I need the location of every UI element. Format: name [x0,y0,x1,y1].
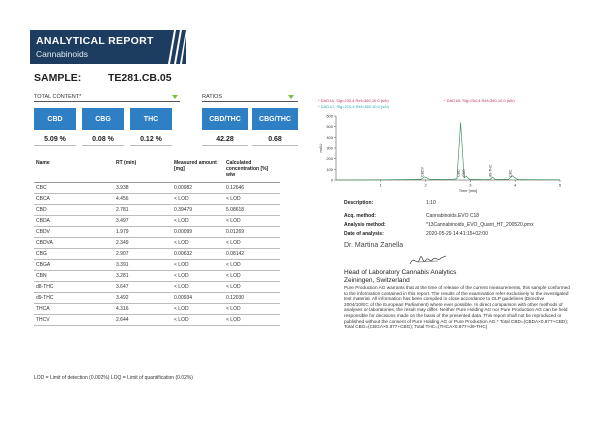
total-card-name: THC [130,108,172,130]
method-label: Date of analysis: [344,231,384,237]
cell-measured: 0.00099 [172,226,224,237]
ratios-arrow-icon [288,95,294,99]
chart-legend-entry: * DAD1A, Sig=230,4 Ref=360,10.0 (s/b) [318,98,389,103]
ratios-divider [202,101,298,102]
column-header-rt: RT (min) [114,160,172,182]
cell-rt: 4.316 [114,303,172,314]
y-tick-label: 600 [326,113,333,119]
cell-rt: 3.647 [114,281,172,292]
cell-name: THCA [34,303,114,314]
table-row [34,292,280,303]
total-card-cbg [82,108,124,166]
method-label: Description: [344,200,374,206]
total-card-value: 5.09 % [44,136,66,143]
banner-stripes-decoration [160,30,186,64]
method-value: 2020-05-29 14:41:15+02:00 [426,231,488,237]
table-row [34,270,280,281]
cell-concentration: < LOD [224,303,280,314]
cell-rt: 2.907 [114,248,172,259]
cell-measured: < LOD [172,259,224,270]
signature-image [408,250,448,270]
cell-concentration: < LOD [224,215,280,226]
cell-rt: 2.349 [114,237,172,248]
cell-measured: < LOD [172,303,224,314]
column-header-concentration: Calculated concentration [%] w/w [224,160,280,182]
column-header-measured: Measured amount [mg] [172,160,224,182]
method-value: *13Cannabinoids_EVO_Quant_HT_200520.pmx [426,222,534,228]
cell-name: CBG [34,248,114,259]
cell-concentration: < LOD [224,270,280,281]
y-axis-label: mAU [318,143,323,153]
chart-legend-entry: * DAD1C, Sig=210,4 Ref=360,10.0 (s/b) [318,104,389,109]
table-row [34,182,280,193]
cell-name: CBC [34,182,114,193]
total-content-divider [34,101,180,102]
table-row [34,259,280,270]
cell-concentration: 0.01269 [224,226,280,237]
y-tick-label: 100 [326,166,333,172]
table-row [34,314,280,325]
table-row [34,204,280,215]
cell-measured: < LOD [172,215,224,226]
card-divider [202,145,248,146]
x-tick-label: 3 [469,182,472,188]
cell-measured: < LOD [172,193,224,204]
total-card-cbd [34,108,76,166]
sample-label: SAMPLE: [34,72,82,84]
total-card-name: CBG [82,108,124,130]
cell-rt: 3.938 [114,182,172,193]
cell-concentration: 5.08618 [224,204,280,215]
method-value: 1:10 [426,200,436,206]
peak-label: CBD [456,169,461,177]
cell-name: THCV [34,314,114,325]
cell-rt: 2.644 [114,314,172,325]
cell-concentration: < LOD [224,259,280,270]
table-header-row [34,160,280,182]
x-tick-label: 5 [558,182,562,188]
chart-legend-entry: * DAD1B, Sig=254,4 Ref=360,10.0 (s/b) [444,98,515,103]
cell-measured: 0.00934 [172,292,224,303]
table-row [34,215,280,226]
cell-name: CBN [34,270,114,281]
cell-measured: < LOD [172,270,224,281]
total-card-thc [130,108,172,166]
cell-measured: 0.39479 [172,204,224,215]
sample-id: TE281.CB.05 [108,72,172,84]
table-row [34,226,280,237]
total-content-label: TOTAL CONTENT* [34,94,82,100]
cell-name: CBDA [34,215,114,226]
column-header-name: Name [34,160,114,182]
x-axis-label: Time [min] [458,188,478,193]
peak-label: CBG [462,169,467,177]
head-of-lab-title: Head of Laboratory Cannabis Analytics [344,269,457,276]
series-line-dad1a [336,122,560,180]
total-content-arrow-icon [172,95,178,99]
table-row [34,303,280,314]
cell-concentration: < LOD [224,237,280,248]
table-row [34,237,280,248]
cell-rt: 3.281 [114,270,172,281]
y-tick-label: 500 [326,124,333,130]
lod-loq-footnote: LOD = Limit of detection (0.002%) LOQ = Limit of quantification (0.02%) [34,375,193,381]
cell-measured: < LOD [172,237,224,248]
ratio-card-value: 42.28 [216,136,234,143]
signer-name: Dr. Martina Zanella [344,242,404,249]
ratio-card-cbd-thc [202,108,248,166]
cell-name: CBDVA [34,237,114,248]
method-label: Acq. method: [344,213,376,219]
x-tick-label: 1 [379,182,382,188]
method-label: Analysis method: [344,222,386,228]
total-card-value: 0.12 % [140,136,162,143]
table-row [34,248,280,259]
cell-concentration: < LOD [224,193,280,204]
peak-label: CBDV [420,167,425,177]
cell-concentration: 0.08142 [224,248,280,259]
total-card-name: CBD [34,108,76,130]
method-value: Cannabinoids.EVO C18 [426,213,480,219]
lab-location: Zeiningen, Switzerland [344,277,410,284]
chromatogram-chart [318,112,570,194]
card-divider [82,145,124,146]
ratios-label: RATIOS [202,94,223,100]
cell-name: CBGA [34,259,114,270]
cell-name: d9-THC [34,292,114,303]
cell-concentration: < LOD [224,314,280,325]
cell-concentration: 0.12646 [224,182,280,193]
table-row [34,281,280,292]
cell-name: CBCA [34,193,114,204]
cell-rt: 2.781 [114,204,172,215]
report-title: ANALYTICAL REPORT [36,35,154,47]
ratio-card-cbg-thc [252,108,298,166]
y-tick-label: 0 [330,177,333,183]
disclaimer-text: Pure Production AG warrants that at the time of release of the current measurements, this sample conformed to the information contained in this report. The results of the examination refer exclusively to the investigated test material. All information has been compiled in close accordance to GLP guidelines (Directive 2004/10/EC of the European Parliament) where ever possible. In direct comparison with other methods of analyses or laboratories, the result may differ. Neither Pure Holding AG nor Pure Production AG can be held responsible for decisions made on the basis of the presented data. This report shall not be reproduced or published without the consent of Pure Holding AG or Pure Production AG.* Total CBD=(CBDA×0.877+CBD); Total CBG=(CBGA×0.877+CBG); Total THC=(THCA×0.877+d9-THC) [344,285,570,330]
card-divider [252,145,298,146]
cell-concentration: 0.12030 [224,292,280,303]
y-tick-label: 400 [326,134,333,140]
cell-measured: < LOD [172,281,224,292]
table-row [34,193,280,204]
y-tick-label: 200 [326,156,333,162]
cell-measured: 0.00982 [172,182,224,193]
ratio-card-name: CBD/THC [202,108,248,130]
cell-measured: 0.00632 [172,248,224,259]
x-tick-label: 2 [424,182,427,188]
report-subtitle: Cannabinoids [36,49,88,59]
report-banner [30,30,180,64]
x-tick-label: 4 [514,182,517,188]
card-divider [34,145,76,146]
card-divider [130,145,172,146]
peak-label: CBC [508,169,513,177]
cell-rt: 3.497 [114,215,172,226]
cell-rt: 4.456 [114,193,172,204]
cell-rt: 3.391 [114,259,172,270]
ratio-card-value: 0.68 [268,136,282,143]
cell-concentration: < LOD [224,281,280,292]
total-card-value: 0.08 % [92,136,114,143]
cell-measured: < LOD [172,314,224,325]
results-table [34,160,280,326]
cell-name: CBDV [34,226,114,237]
ratio-card-name: CBG/THC [252,108,298,130]
y-tick-label: 300 [326,145,333,151]
peak-label: d9-THC [488,164,493,177]
cell-rt: 1.979 [114,226,172,237]
cell-rt: 3.492 [114,292,172,303]
cell-name: d8-THC [34,281,114,292]
cell-name: CBD [34,204,114,215]
